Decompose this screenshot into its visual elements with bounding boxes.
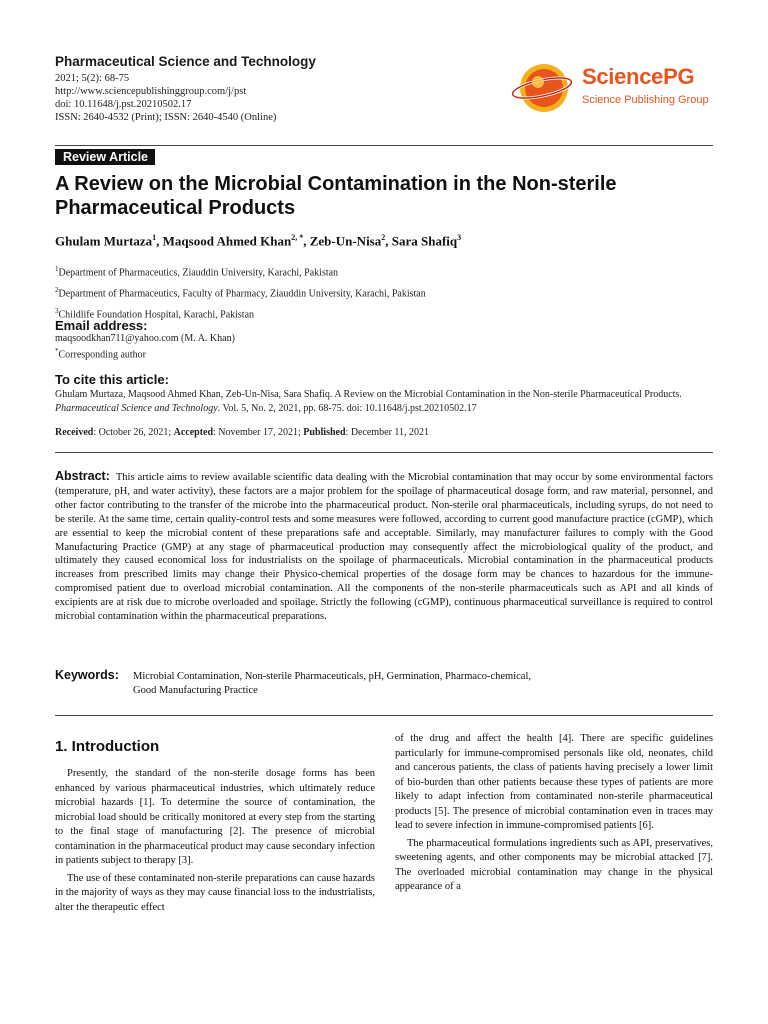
author-affil-mark: 3 — [457, 233, 462, 242]
logo-subtitle: Science Publishing Group — [582, 94, 709, 106]
logo-wordmark: SciencePG — [582, 64, 695, 89]
body-paragraph: Presently, the standard of the non-sterile dosage forms has been enhanced by various pharmaceutical industries, which ultimately reduce microbial hazards [1]. To determine the source of contamination, the microbial load should be critically monitored at every step from the starting to the final stage of manufacturing [2]. The presence of microbial contamination in the pharmaceutical product may cause secondary infection in patients subject to therapy [3]. — [55, 768, 375, 866]
citation-tail: . Vol. 5, No. 2, 2021, pp. 68-75. doi: 10.11648/j.pst.20210502.17 — [217, 403, 477, 414]
affiliation-text: Childlife Foundation Hospital, Karachi, Pakistan — [58, 308, 255, 320]
journal-url[interactable]: http://www.sciencepublishinggroup.com/j/pst — [55, 86, 247, 97]
author-name: Ghulam Murtaza — [55, 233, 153, 249]
affiliation — [55, 282, 426, 303]
affiliation-mark: 2 — [55, 285, 59, 294]
body-column-right — [395, 732, 713, 898]
sciencepg-logo-icon — [510, 58, 582, 118]
affiliation-mark: 1 — [55, 265, 59, 273]
abstract-top-divider — [55, 452, 713, 453]
email-heading: Email address: — [55, 318, 148, 333]
corresponding-mark: * — [55, 347, 59, 355]
article-type-badge: Review Article — [55, 149, 155, 165]
abstract — [55, 470, 713, 624]
body-column-left — [55, 738, 375, 918]
citation-main: Ghulam Murtaza, Maqsood Ahmed Khan, Zeb-Un-Nisa, Sara Shafiq. A Review on the Microbial Contamination in the Non-sterile Pharmaceutical Products. — [55, 389, 682, 400]
affiliation — [55, 261, 426, 282]
body-top-divider — [55, 715, 713, 716]
author-name: Sara Shafiq — [391, 233, 458, 249]
email-address[interactable]: maqsoodkhan711@yahoo.com (M. A. Khan) — [55, 333, 235, 344]
affiliation-text: Department of Pharmaceutics, Faculty of Pharmacy, Ziauddin University, Karachi, Pakistan — [58, 288, 426, 300]
author-affil-mark: 2 — [381, 233, 386, 242]
publication-dates — [55, 427, 429, 438]
corresponding-note — [55, 347, 146, 360]
abstract-label: Abstract: — [55, 469, 110, 483]
affiliation-list — [55, 261, 426, 323]
header-divider — [55, 145, 713, 146]
author-separator: , — [156, 233, 163, 249]
accepted-label: Accepted — [173, 427, 214, 438]
accepted-date: : November 17, 2021; — [213, 427, 304, 438]
cite-heading: To cite this article: — [55, 372, 169, 387]
received-label: Received — [55, 427, 94, 438]
published-label: Published — [303, 427, 346, 438]
body-paragraph: of the drug and affect the health [4]. There are specific guidelines particularly for immune-compromised personals like old, neonates, child and cancerous patients, the class of patients having precisely a lower limit of bio-burden than other patients because these types of patients are more likely to adapt infection from contaminated non-sterile pharmaceutical products [5]. The presence of microbial contamination even in traces may lead to severe infection in immune-compromised patients [6]. — [395, 733, 713, 831]
author-separator: , — [385, 233, 392, 249]
author-affil-mark: 2, * — [291, 233, 304, 242]
abstract-text: This article aims to review available scientific data dealing with the Microbial contamination that may occur by some environmental factors (temperature, pH, and water activity), these factors are a major problem for the spoilage of pharmaceutical dosage form, and raw material, personnel, and other factor contributing to the transfer of the microbe into the pharmaceutical product. Non-sterile oral pharmaceuticals, including syrups, do not need to be sterile. At the same time, certain quality-control tests and some measures were followed, according to current good manufacture practice (cGMP), which are essential to keep the microbial content of these preparations safe and acceptable. Similarly, may manufacturer failures to comply with the Good Manufacturing Practice (GMP) at any stage of pharmaceutical production may consequently affect the microbiological quality of the product, and ultimately they caused economical loss for industrialists on the spoilage of pharmaceuticals. Microbial contamination in the pharmaceutical products increases from prescribed limits may change their Physico-chemical properties of the dosage form may be chances to hazardous for the immune-compromised patient due to overload microbial contamination. All the components of the non-sterile pharmaceuticals such as API and all kinds of excipients are at risk due to microbe overloaded and spoilage. Strictly the following (cGMP), continuous pharmaceutical surveillance is required to control microbial contamination within the pharmaceutical preparations. — [55, 472, 713, 623]
citation-text — [55, 388, 715, 416]
corresponding-text: Corresponding author — [58, 349, 146, 361]
journal-volume: 2021; 5(2): 68-75 — [55, 73, 130, 84]
keywords-label: Keywords: — [55, 668, 119, 682]
journal-issn: ISSN: 2640-4532 (Print); ISSN: 2640-4540 (Online) — [55, 112, 277, 123]
received-date: : October 26, 2021; — [93, 427, 174, 438]
affiliation-text: Department of Pharmaceutics, Ziauddin University, Karachi, Pakistan — [58, 267, 339, 279]
author-name: Maqsood Ahmed Khan — [162, 233, 292, 249]
author-name: Zeb-Un-Nisa — [309, 233, 382, 249]
author-affil-mark: 1 — [152, 233, 157, 242]
section-heading: 1. Introduction — [55, 738, 160, 755]
author-separator: , — [303, 233, 310, 249]
keywords-line: Microbial Contamination, Non-sterile Pharmaceuticals, pH, Germination, Pharmaco-chemical, — [133, 671, 532, 682]
affiliation-mark: 3 — [55, 306, 59, 315]
article-title: A Review on the Microbial Contamination in the Non-sterile Pharmaceutical Products — [55, 173, 617, 219]
author-list — [55, 233, 461, 249]
published-date: : December 11, 2021 — [345, 427, 430, 438]
body-paragraph: The pharmaceutical formulations ingredients such as API, preservatives, sweetening agents, and other components may be microbial attacked [7]. The overloaded microbial contamination may change in the physical appearance of a — [395, 837, 713, 892]
keywords-line: Good Manufacturing Practice — [133, 685, 258, 696]
sciencepg-logo — [510, 58, 720, 118]
keywords-text — [133, 670, 693, 698]
citation-journal: Pharmaceutical Science and Technology — [55, 403, 218, 414]
journal-header — [55, 54, 475, 124]
journal-doi: doi: 10.11648/j.pst.20210502.17 — [55, 99, 192, 110]
body-paragraph: The use of these contaminated non-sterile preparations can cause hazards in the majority of ways as they may cause financial loss to the industrialists, alter the therapeutic effect — [55, 872, 375, 913]
journal-name: Pharmaceutical Science and Technology — [55, 54, 316, 69]
